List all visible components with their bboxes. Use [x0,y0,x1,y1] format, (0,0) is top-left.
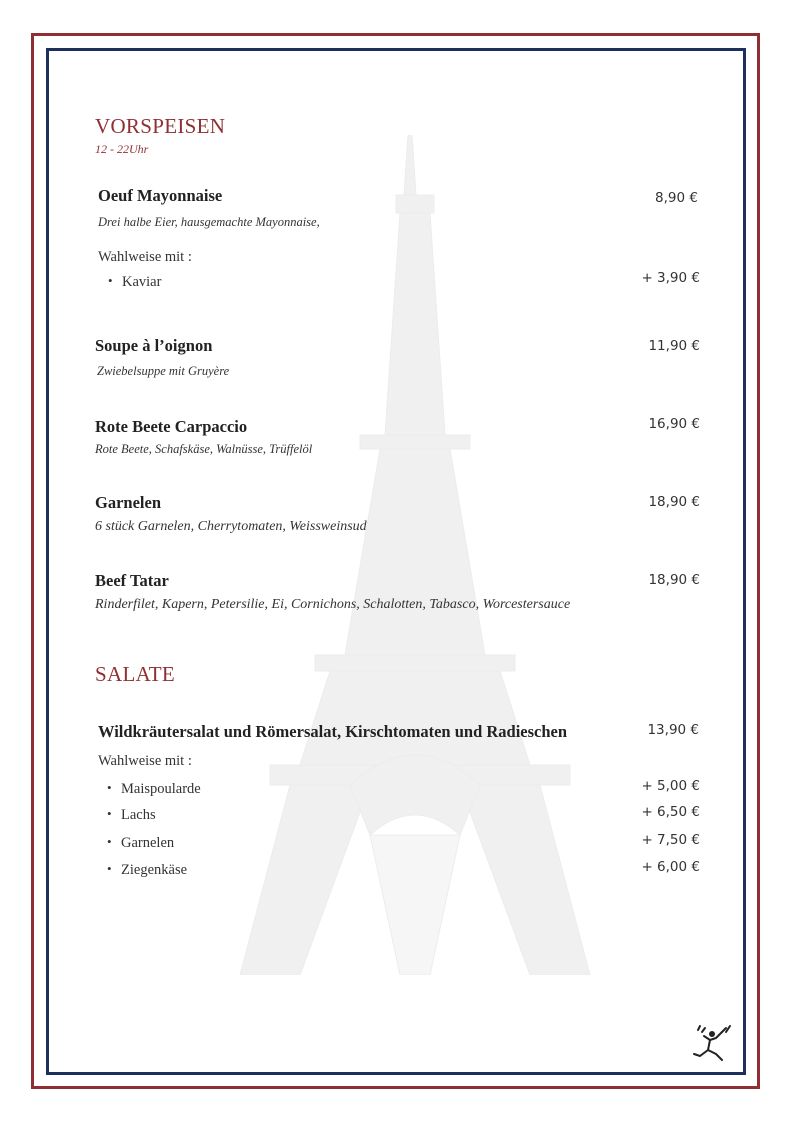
dancing-figure-logo-icon [688,1022,734,1064]
eiffel-tower-watermark-icon [230,135,600,975]
item-desc: Rinderfilet, Kapern, Petersilie, Ei, Cornichons, Schalotten, Tabasco, Worcestersauce [95,597,571,612]
option-price: + 3,90 € [641,270,700,286]
item-price: 18,90 € [648,494,700,510]
section-title-salate: SALATE [95,662,175,686]
item-desc: Drei halbe Eier, hausgemachte Mayonnaise, [98,215,320,229]
item-price: 8,90 € [655,190,698,206]
option-item: • Maispoularde [121,781,201,798]
option-item: • Kaviar [122,274,161,291]
item-name: Soupe à l’oignon [95,336,213,355]
section-time: 12 - 22Uhr [95,142,149,156]
option-price: + 5,00 € [641,778,700,794]
item-price: 18,90 € [648,572,700,588]
options-label: Wahlweise mit : [98,249,192,265]
option-price: + 7,50 € [641,832,700,848]
item-price: 16,90 € [648,416,700,432]
option-item: • Lachs [121,807,156,824]
item-name: Rote Beete Carpaccio [95,417,248,436]
item-price: 13,90 € [647,722,699,738]
item-price: 11,90 € [648,338,700,354]
option-price: + 6,00 € [641,859,700,875]
options-label: Wahlweise mit : [98,753,192,769]
item-desc: 6 stück Garnelen, Cherrytomaten, Weissweinsud [95,519,367,534]
option-item: • Ziegenkäse [121,862,187,879]
item-name: Oeuf Mayonnaise [98,186,223,205]
item-name: Garnelen [95,493,161,512]
section-title-vorspeisen: VORSPEISEN [95,114,226,138]
option-price: + 6,50 € [641,804,700,820]
item-name: Beef Tatar [95,571,169,590]
item-desc: Rote Beete, Schafskäse, Walnüsse, Trüffelöl [95,442,313,456]
option-item: • Garnelen [121,835,174,852]
item-name: Wildkräutersalat und Römersalat, Kirschtomaten und Radieschen [98,722,568,741]
item-desc: Zwiebelsuppe mit Gruyère [97,364,230,378]
